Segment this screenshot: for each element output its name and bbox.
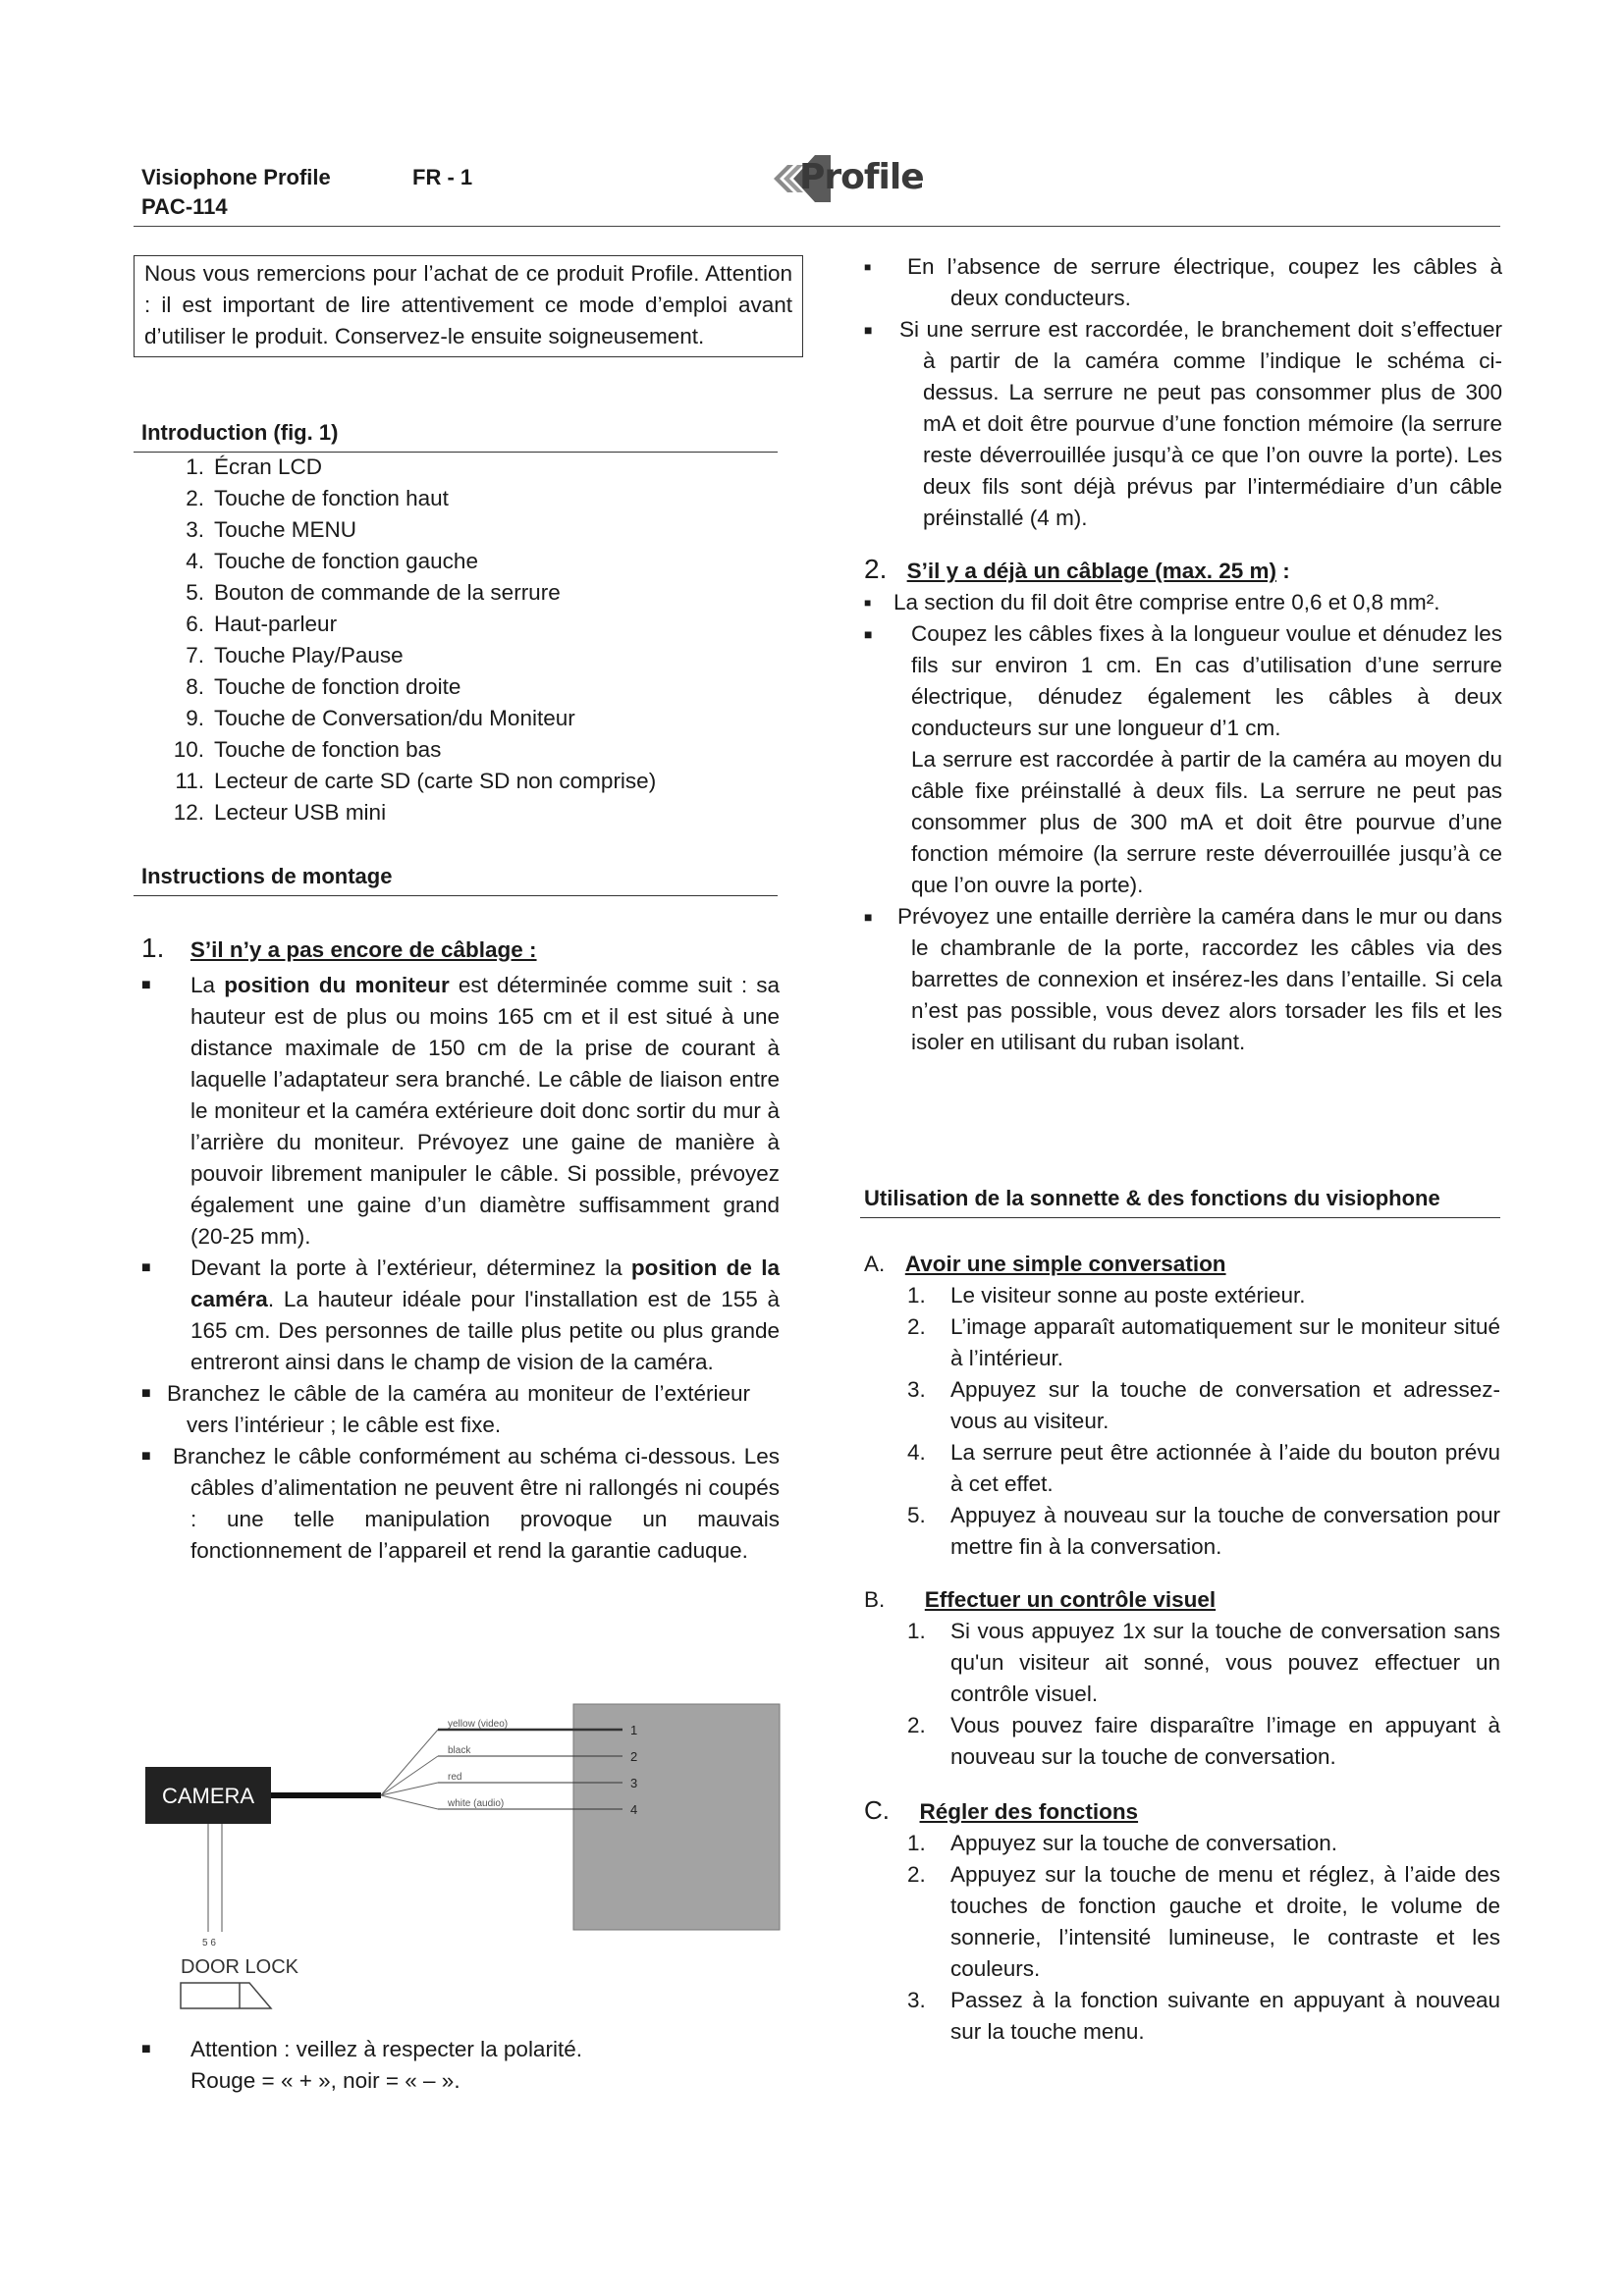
intro-item-number: 4. (186, 549, 204, 573)
intro-item (167, 671, 776, 703)
item-number: 3. (907, 1377, 926, 1402)
section-c-heading (864, 1794, 1500, 1828)
item-text: Vous pouvez faire disparaître l’image en appuyant à nouveau sur la touche de conversation. (950, 1713, 1500, 1769)
bullet-square-icon: ■ (141, 1448, 151, 1465)
door-lock-label: DOOR LOCK (181, 1956, 299, 1978)
item-text: Si vous appuyez 1x sur la touche de conversation sans qu'un visiteur ait sonné, vous pouvez effectuer un contrôle visuel. (950, 1619, 1500, 1706)
wire-terminal-number: 3 (630, 1776, 638, 1790)
introduction-list (167, 452, 776, 828)
item-text: Appuyez sur la touche de conversation. (950, 1831, 1337, 1855)
profile-logo (754, 145, 931, 220)
bullet-branchez-schema (141, 1441, 780, 1567)
montage-title: Instructions de montage (141, 864, 393, 888)
lock-wire-numbers: 5 6 (202, 1938, 216, 1949)
section-b-heading (864, 1584, 1500, 1616)
intro-notice-box (134, 255, 803, 357)
intro-item-number: 8. (186, 674, 204, 699)
s1-number: 1. (141, 933, 165, 963)
wiring-diagram-svg (145, 1698, 784, 2012)
intro-notice-text: Nous vous remercions pour l’achat de ce produit Profile. Attention : il est important de lire attentivement ce mode d’emploi avant d’utiliser le produit. Conservez-le ensuite soigneusement. (144, 261, 792, 348)
wire-terminal-number: 4 (630, 1802, 638, 1817)
intro-item-text: Touche de fonction droite (214, 674, 461, 699)
product-name: Visiophone Profile (141, 165, 331, 189)
bullet-polarity (141, 2034, 780, 2097)
b4-text: Branchez le câble conformément au schéma ci-dessous. Les câbles d’alimentation ne peuvent être ni rallongés ni coupés : une telle manipulation provoque un mauvais fonctionnement de l’appareil et rend la garantie caduque. (173, 1444, 780, 1563)
section-c-item (907, 1859, 1500, 1985)
intro-item-number: 1. (186, 454, 204, 479)
item-text: Appuyez sur la touche de menu et réglez, à l’aide des touches de fonction gauche et droite, le volume de sonnerie, l’intensité lumineuse, le contraste et les couleurs. (950, 1862, 1500, 1981)
intro-item-number: 11. (175, 769, 204, 793)
intro-item-text: Touche de fonction gauche (214, 549, 478, 573)
item-number: 2. (907, 1314, 926, 1339)
section-b-letter: B. (864, 1587, 886, 1612)
item-text: Appuyez à nouveau sur la touche de conversation pour mettre fin à la conversation. (950, 1503, 1500, 1559)
item-text: Le visiteur sonne au poste extérieur. (950, 1283, 1306, 1308)
right-column-top (864, 251, 1502, 1058)
intro-item-number: 7. (186, 643, 204, 667)
section-b-list (907, 1616, 1500, 1773)
wire-fan-line (381, 1795, 438, 1809)
intro-item-text: Touche Play/Pause (214, 643, 404, 667)
intro-item-text: Écran LCD (214, 454, 323, 479)
section-c-item (907, 1828, 1500, 1859)
intro-item (167, 797, 776, 828)
b3-text: Branchez le câble de la caméra au moniteur de l’extérieur vers l’intérieur ; le câble est fixe. (167, 1381, 750, 1437)
b2-post: . La hauteur idéale pour l'installation est de 155 à 165 cm. Des personnes de taille plus petite ou plus grande entreront ainsi dans le champ de vision de la caméra. (190, 1287, 780, 1374)
section-a-list (907, 1280, 1500, 1563)
intro-item-number: 3. (186, 517, 204, 542)
intro-item (167, 577, 776, 609)
r-b2-text: Si une serrure est raccordée, le branchement doit s’effectuer à partir de la caméra comme l’indique le schéma ci-dessus. La serrure ne peut pas consommer plus de 300 mA et doit être pourvue d’une fonction mémoire (la serrure reste déverrouillée jusqu’à ce que l’on ouvre la porte). Les deux fils sont déjà prévus par l’intermédiaire d’un câble préinstallé (4 m). (899, 317, 1502, 530)
intro-item (167, 609, 776, 640)
bullet-square-icon: ■ (141, 977, 151, 993)
b1-bold: position du moniteur (224, 973, 450, 997)
r-b5-text: Prévoyez une entaille derrière la caméra dans le mur ou dans le chambranle de la porte, raccordez les câbles via des barrettes de connexion et insérez-les dans l’entaille. Si cela n’est pas possible, vous devez alors torsader les fils et les isoler en utilisant du ruban isolant. (897, 904, 1502, 1054)
intro-item-number: 2. (186, 486, 204, 510)
intro-item (167, 452, 776, 483)
montage-section (141, 933, 780, 1567)
montage-subheading (141, 933, 780, 966)
introduction-title: Introduction (fig. 1) (141, 420, 339, 445)
r-b4-cont-text: La serrure est raccordée à partir de la caméra au moyen du câble fixe préinstallé à deux fils. La serrure ne peut pas consommer plus de 300 mA et doit être pourvue d’une fonction mémoire (la serrure reste déverrouillée jusqu’à ce que l’on ouvre la porte). (911, 747, 1502, 897)
bullet-entaille (864, 901, 1502, 1058)
item-number: 4. (907, 1440, 926, 1465)
r-b3-text: La section du fil doit être comprise entre 0,6 et 0,8 mm². (893, 590, 1440, 614)
item-number: 1. (907, 1283, 926, 1308)
section-a-item (907, 1437, 1500, 1500)
bullet-square-icon: ■ (864, 909, 873, 925)
section-c-list (907, 1828, 1500, 2048)
bullet-square-icon: ■ (864, 626, 873, 642)
item-number: 2. (907, 1862, 926, 1887)
monitor-block (573, 1704, 780, 1930)
usage-title: Utilisation de la sonnette & des fonctions du visiophone (864, 1186, 1440, 1210)
section-a-letter: A. (864, 1252, 886, 1276)
header-divider (134, 226, 1500, 227)
r-b1-text: En l’absence de serrure électrique, coupez les câbles à deux conducteurs. (907, 254, 1502, 310)
section-a-heading (864, 1249, 1500, 1280)
section-b-item (907, 1710, 1500, 1773)
intro-item-text: Touche MENU (214, 517, 357, 542)
wire-label: red (448, 1772, 462, 1783)
intro-item-text: Lecteur de carte SD (carte SD non comprise) (214, 769, 657, 793)
s2-number: 2. (864, 554, 888, 584)
section-a-title: Avoir une simple conversation (904, 1252, 1226, 1276)
section-c-letter: C. (864, 1795, 890, 1825)
section-a-item (907, 1500, 1500, 1563)
r-b4-text: Coupez les câbles fixes à la longueur voulue et dénudez les fils sur environ 1 cm. En cas d’utilisation d’une serrure électrique, dénudez également les câbles à deux conducteurs sur une longueur d’1 cm. (911, 621, 1502, 740)
s2-colon: : (1276, 559, 1290, 583)
logo-text: Profile (799, 157, 924, 197)
intro-item-number: 10. (173, 737, 204, 762)
intro-item (167, 514, 776, 546)
wire-label: white (audio) (448, 1798, 505, 1809)
bullet-coupez-cables (864, 618, 1502, 901)
item-text: Passez à la fonction suivante en appuyant à nouveau sur la touche menu. (950, 1988, 1500, 2044)
b2-bold: position de la caméra (190, 1255, 780, 1311)
camera-label: CAMERA (161, 1784, 255, 1808)
bullet-square-icon: ■ (864, 260, 872, 274)
s2-heading (864, 554, 1502, 587)
intro-item (167, 483, 776, 514)
item-text: La serrure peut être actionnée à l’aide du bouton prévu à cet effet. (950, 1440, 1500, 1496)
section-c-title: Régler des fonctions (919, 1799, 1139, 1824)
section-b-item (907, 1616, 1500, 1710)
model-number: PAC-114 (141, 194, 228, 219)
b1-post: est déterminée comme suit : sa hauteur est de plus ou moins 165 cm et il est situé à une distance maximale de 150 cm de la prise de courant à laquelle l’adaptateur sera branché. Le câble de liaison entre le moniteur et la caméra extérieure doit donc sortir du mur à l’arrière du moniteur. Prévoyez une gaine de manière à pouvoir librement manipuler le câble. Si possible, prévoyez également une gaine d’un diamètre suffisamment grand (20-25 mm). (190, 973, 780, 1249)
wire-label: black (448, 1745, 471, 1756)
wire-terminal-number: 2 (630, 1749, 638, 1764)
bullet-position-camera (141, 1253, 780, 1378)
intro-item-text: Lecteur USB mini (214, 800, 387, 825)
item-number: 2. (907, 1713, 926, 1737)
b1-pre: La (190, 973, 225, 997)
polarity-note (141, 2034, 780, 2097)
bullet-serrure-raccordee (864, 314, 1502, 534)
intro-item-number: 12. (173, 800, 204, 825)
intro-item-text: Haut-parleur (214, 612, 338, 636)
intro-item (167, 766, 776, 797)
usage-section (864, 1249, 1500, 2048)
item-number: 1. (907, 1831, 926, 1855)
montage-divider (134, 895, 778, 896)
bullet-absence-serrure (864, 251, 1502, 314)
item-number: 1. (907, 1619, 926, 1643)
intro-item (167, 640, 776, 671)
usage-divider (860, 1217, 1500, 1218)
door-lock-icon (181, 1983, 271, 2008)
item-text: L’image apparaît automatiquement sur le moniteur situé à l’intérieur. (950, 1314, 1500, 1370)
bullet-square-icon: ■ (141, 1259, 151, 1276)
wire-label: yellow (video) (448, 1719, 509, 1730)
intro-item (167, 546, 776, 577)
bullet-branchez-cable (141, 1378, 780, 1441)
bullet-square-icon: ■ (864, 596, 872, 610)
s1-title: S’il n’y a pas encore de câblage : (189, 937, 537, 962)
wire-terminal-number: 1 (630, 1723, 638, 1737)
item-number: 5. (907, 1503, 926, 1527)
section-a-item (907, 1374, 1500, 1437)
wiring-diagram (145, 1698, 784, 2012)
s2-title: S’il y a déjà un câblage (max. 25 m) (906, 559, 1277, 583)
bullet-section-fil (864, 587, 1502, 618)
intro-item-number: 6. (186, 612, 204, 636)
polarity-line1: Attention : veillez à respecter la polarité. (190, 2037, 582, 2061)
section-a-item (907, 1280, 1500, 1311)
b2-pre: Devant la porte à l’extérieur, déterminez la (190, 1255, 631, 1280)
intro-item-text: Touche de fonction haut (214, 486, 449, 510)
item-text: Appuyez sur la touche de conversation et adressez-vous au visiteur. (950, 1377, 1500, 1433)
polarity-line2: Rouge = « + », noir = « – ». (190, 2068, 460, 2093)
intro-item-text: Touche de fonction bas (214, 737, 442, 762)
page-number: FR - 1 (412, 165, 473, 189)
intro-item (167, 703, 776, 734)
section-c-item (907, 1985, 1500, 2048)
intro-item-text: Touche de Conversation/du Moniteur (214, 706, 575, 730)
section-a-item (907, 1311, 1500, 1374)
intro-item-number: 5. (186, 580, 204, 605)
item-number: 3. (907, 1988, 926, 2012)
bullet-square-icon: ■ (141, 1385, 151, 1402)
intro-item-number: 9. (186, 706, 204, 730)
section-b-title: Effectuer un contrôle visuel (924, 1587, 1217, 1612)
intro-item-text: Bouton de commande de la serrure (214, 580, 561, 605)
intro-item (167, 734, 776, 766)
bullet-square-icon: ■ (864, 322, 873, 338)
bullet-square-icon: ■ (141, 2041, 151, 2057)
bullet-position-moniteur (141, 970, 780, 1253)
